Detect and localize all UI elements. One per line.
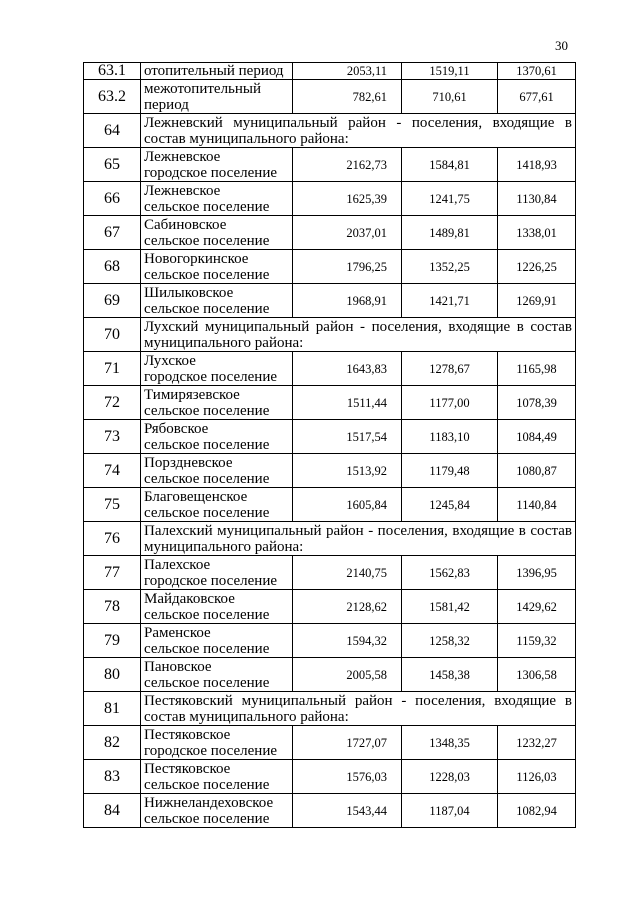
value-col-1: 2053,11 <box>293 63 402 80</box>
settlement-name-line: городское поселение <box>144 368 278 385</box>
value-col-2: 710,61 <box>402 80 498 114</box>
settlement-name-line: Нижнеландеховское <box>144 794 274 811</box>
value-col-2: 1584,81 <box>402 148 498 182</box>
settlement-name <box>141 148 293 182</box>
value-col-2: 1352,25 <box>402 250 498 284</box>
row-number: 71 <box>84 352 141 386</box>
settlement-name-line: Пестяковское <box>144 726 231 743</box>
settlement-name-line: отопительный период <box>144 63 284 79</box>
value-col-2: 1278,67 <box>402 352 498 386</box>
table-row <box>84 556 576 590</box>
settlement-name-line: сельское поселение <box>144 436 270 453</box>
settlement-name <box>141 63 293 80</box>
settlement-name <box>141 386 293 420</box>
value-col-3: 1159,32 <box>498 624 576 658</box>
value-col-2: 1489,81 <box>402 216 498 250</box>
row-number: 66 <box>84 182 141 216</box>
section-header-row <box>84 522 576 556</box>
settlement-name-line: сельское поселение <box>144 640 270 657</box>
section-header-row <box>84 318 576 352</box>
tariff-table <box>83 62 576 828</box>
value-col-1: 1625,39 <box>293 182 402 216</box>
settlement-name <box>141 454 293 488</box>
settlement-name <box>141 658 293 692</box>
row-number: 82 <box>84 726 141 760</box>
page-number: 30 <box>555 38 568 53</box>
settlement-name <box>141 216 293 250</box>
value-col-2: 1179,48 <box>402 454 498 488</box>
settlement-name-line: Лухское <box>144 352 196 369</box>
table-row <box>84 454 576 488</box>
row-number: 64 <box>84 114 141 148</box>
value-col-2: 1519,11 <box>402 63 498 80</box>
settlement-name-line: сельское поселение <box>144 300 270 317</box>
district-heading: Палехский муниципальный район - поселения, входящие в состав муниципального района: <box>141 522 576 556</box>
value-col-1: 1517,54 <box>293 420 402 454</box>
table-row <box>84 624 576 658</box>
row-number: 79 <box>84 624 141 658</box>
value-col-1: 1543,44 <box>293 794 402 828</box>
value-col-1: 1643,83 <box>293 352 402 386</box>
settlement-name <box>141 624 293 658</box>
value-col-3: 1126,03 <box>498 760 576 794</box>
row-number: 74 <box>84 454 141 488</box>
table-body <box>84 63 576 828</box>
row-number: 75 <box>84 488 141 522</box>
settlement-name <box>141 590 293 624</box>
table-row <box>84 726 576 760</box>
settlement-name-line: сельское поселение <box>144 504 270 521</box>
value-col-2: 1258,32 <box>402 624 498 658</box>
settlement-name-line: Пестяковское <box>144 760 231 777</box>
settlement-name-line: период <box>144 96 189 113</box>
settlement-name-line: Майдаковское <box>144 590 235 607</box>
settlement-name-line: Рябовское <box>144 420 209 437</box>
settlement-name-line: межотопительный <box>144 80 262 97</box>
table-row <box>84 80 576 114</box>
value-col-3: 1306,58 <box>498 658 576 692</box>
settlement-name-line: Тимирязевское <box>144 386 240 403</box>
value-col-1: 2005,58 <box>293 658 402 692</box>
settlement-name <box>141 488 293 522</box>
value-col-1: 1594,32 <box>293 624 402 658</box>
value-col-1: 2140,75 <box>293 556 402 590</box>
value-col-1: 1605,84 <box>293 488 402 522</box>
value-col-1: 2162,73 <box>293 148 402 182</box>
settlement-name <box>141 352 293 386</box>
settlement-name-line: сельское поселение <box>144 470 270 487</box>
table-row <box>84 386 576 420</box>
district-heading: Лухский муниципальный район - поселения, входящие в состав муниципального района: <box>141 318 576 352</box>
row-number: 76 <box>84 522 141 556</box>
settlement-name-line: городское поселение <box>144 742 278 759</box>
settlement-name-line: сельское поселение <box>144 776 270 793</box>
value-col-2: 1348,35 <box>402 726 498 760</box>
settlement-name-line: Сабиновское <box>144 216 227 233</box>
row-number: 63.2 <box>84 80 141 114</box>
table-row <box>84 760 576 794</box>
value-col-1: 1511,44 <box>293 386 402 420</box>
settlement-name <box>141 80 293 114</box>
row-number: 83 <box>84 760 141 794</box>
value-col-1: 1796,25 <box>293 250 402 284</box>
section-header-row <box>84 692 576 726</box>
settlement-name-line: Порздневское <box>144 454 233 471</box>
settlement-name-line: Раменское <box>144 624 211 641</box>
settlement-name-line: Лежневское <box>144 148 221 165</box>
value-col-3: 1082,94 <box>498 794 576 828</box>
table-row <box>84 794 576 828</box>
value-col-3: 1269,91 <box>498 284 576 318</box>
settlement-name <box>141 284 293 318</box>
value-col-2: 1228,03 <box>402 760 498 794</box>
row-number: 73 <box>84 420 141 454</box>
value-col-1: 2128,62 <box>293 590 402 624</box>
value-col-3: 1232,27 <box>498 726 576 760</box>
district-heading: Пестяковский муниципальный район - поселения, входящие в состав муниципального района: <box>141 692 576 726</box>
settlement-name-line: городское поселение <box>144 572 278 589</box>
row-number: 65 <box>84 148 141 182</box>
value-col-2: 1245,84 <box>402 488 498 522</box>
row-number: 81 <box>84 692 141 726</box>
row-number: 69 <box>84 284 141 318</box>
value-col-3: 1396,95 <box>498 556 576 590</box>
value-col-2: 1581,42 <box>402 590 498 624</box>
settlement-name-line: сельское поселение <box>144 674 270 691</box>
section-header-row <box>84 114 576 148</box>
settlement-name-line: Лежневское <box>144 182 221 199</box>
row-number: 84 <box>84 794 141 828</box>
table-row <box>84 63 576 80</box>
settlement-name-line: Шилыковское <box>144 284 234 301</box>
value-col-2: 1187,04 <box>402 794 498 828</box>
settlement-name <box>141 794 293 828</box>
table-row <box>84 352 576 386</box>
table-row <box>84 216 576 250</box>
value-col-3: 1338,01 <box>498 216 576 250</box>
settlement-name-line: сельское поселение <box>144 810 270 827</box>
value-col-3: 1078,39 <box>498 386 576 420</box>
settlement-name <box>141 250 293 284</box>
row-number: 63.1 <box>84 63 141 80</box>
value-col-3: 1130,84 <box>498 182 576 216</box>
value-col-3: 1226,25 <box>498 250 576 284</box>
value-col-1: 1968,91 <box>293 284 402 318</box>
settlement-name <box>141 726 293 760</box>
value-col-1: 2037,01 <box>293 216 402 250</box>
table-row <box>84 658 576 692</box>
settlement-name-line: сельское поселение <box>144 232 270 249</box>
settlement-name <box>141 182 293 216</box>
row-number: 72 <box>84 386 141 420</box>
value-col-1: 1513,92 <box>293 454 402 488</box>
value-col-3: 1080,87 <box>498 454 576 488</box>
value-col-2: 1183,10 <box>402 420 498 454</box>
value-col-3: 677,61 <box>498 80 576 114</box>
table-row <box>84 250 576 284</box>
value-col-3: 1418,93 <box>498 148 576 182</box>
settlement-name-line: Пановское <box>144 658 212 675</box>
settlement-name-line: сельское поселение <box>144 266 270 283</box>
value-col-1: 1576,03 <box>293 760 402 794</box>
settlement-name-line: сельское поселение <box>144 198 270 215</box>
value-col-1: 1727,07 <box>293 726 402 760</box>
table-row <box>84 420 576 454</box>
value-col-3: 1370,61 <box>498 63 576 80</box>
value-col-2: 1241,75 <box>402 182 498 216</box>
row-number: 80 <box>84 658 141 692</box>
row-number: 67 <box>84 216 141 250</box>
value-col-2: 1421,71 <box>402 284 498 318</box>
table-row <box>84 182 576 216</box>
value-col-2: 1562,83 <box>402 556 498 590</box>
value-col-1: 782,61 <box>293 80 402 114</box>
settlement-name-line: Палехское <box>144 556 211 573</box>
settlement-name <box>141 420 293 454</box>
row-number: 78 <box>84 590 141 624</box>
settlement-name-line: Благовещенское <box>144 488 248 505</box>
value-col-2: 1458,38 <box>402 658 498 692</box>
settlement-name <box>141 556 293 590</box>
settlement-name-line: городское поселение <box>144 164 278 181</box>
table-row <box>84 488 576 522</box>
table-row <box>84 148 576 182</box>
settlement-name-line: Новогоркинское <box>144 250 249 267</box>
table-row <box>84 284 576 318</box>
row-number: 77 <box>84 556 141 590</box>
value-col-3: 1140,84 <box>498 488 576 522</box>
value-col-2: 1177,00 <box>402 386 498 420</box>
district-heading: Лежневский муниципальный район - поселения, входящие в состав муниципального района: <box>141 114 576 148</box>
row-number: 68 <box>84 250 141 284</box>
settlement-name <box>141 760 293 794</box>
row-number: 70 <box>84 318 141 352</box>
value-col-3: 1084,49 <box>498 420 576 454</box>
settlement-name-line: сельское поселение <box>144 606 270 623</box>
settlement-name-line: сельское поселение <box>144 402 270 419</box>
table-row <box>84 590 576 624</box>
value-col-3: 1429,62 <box>498 590 576 624</box>
value-col-3: 1165,98 <box>498 352 576 386</box>
